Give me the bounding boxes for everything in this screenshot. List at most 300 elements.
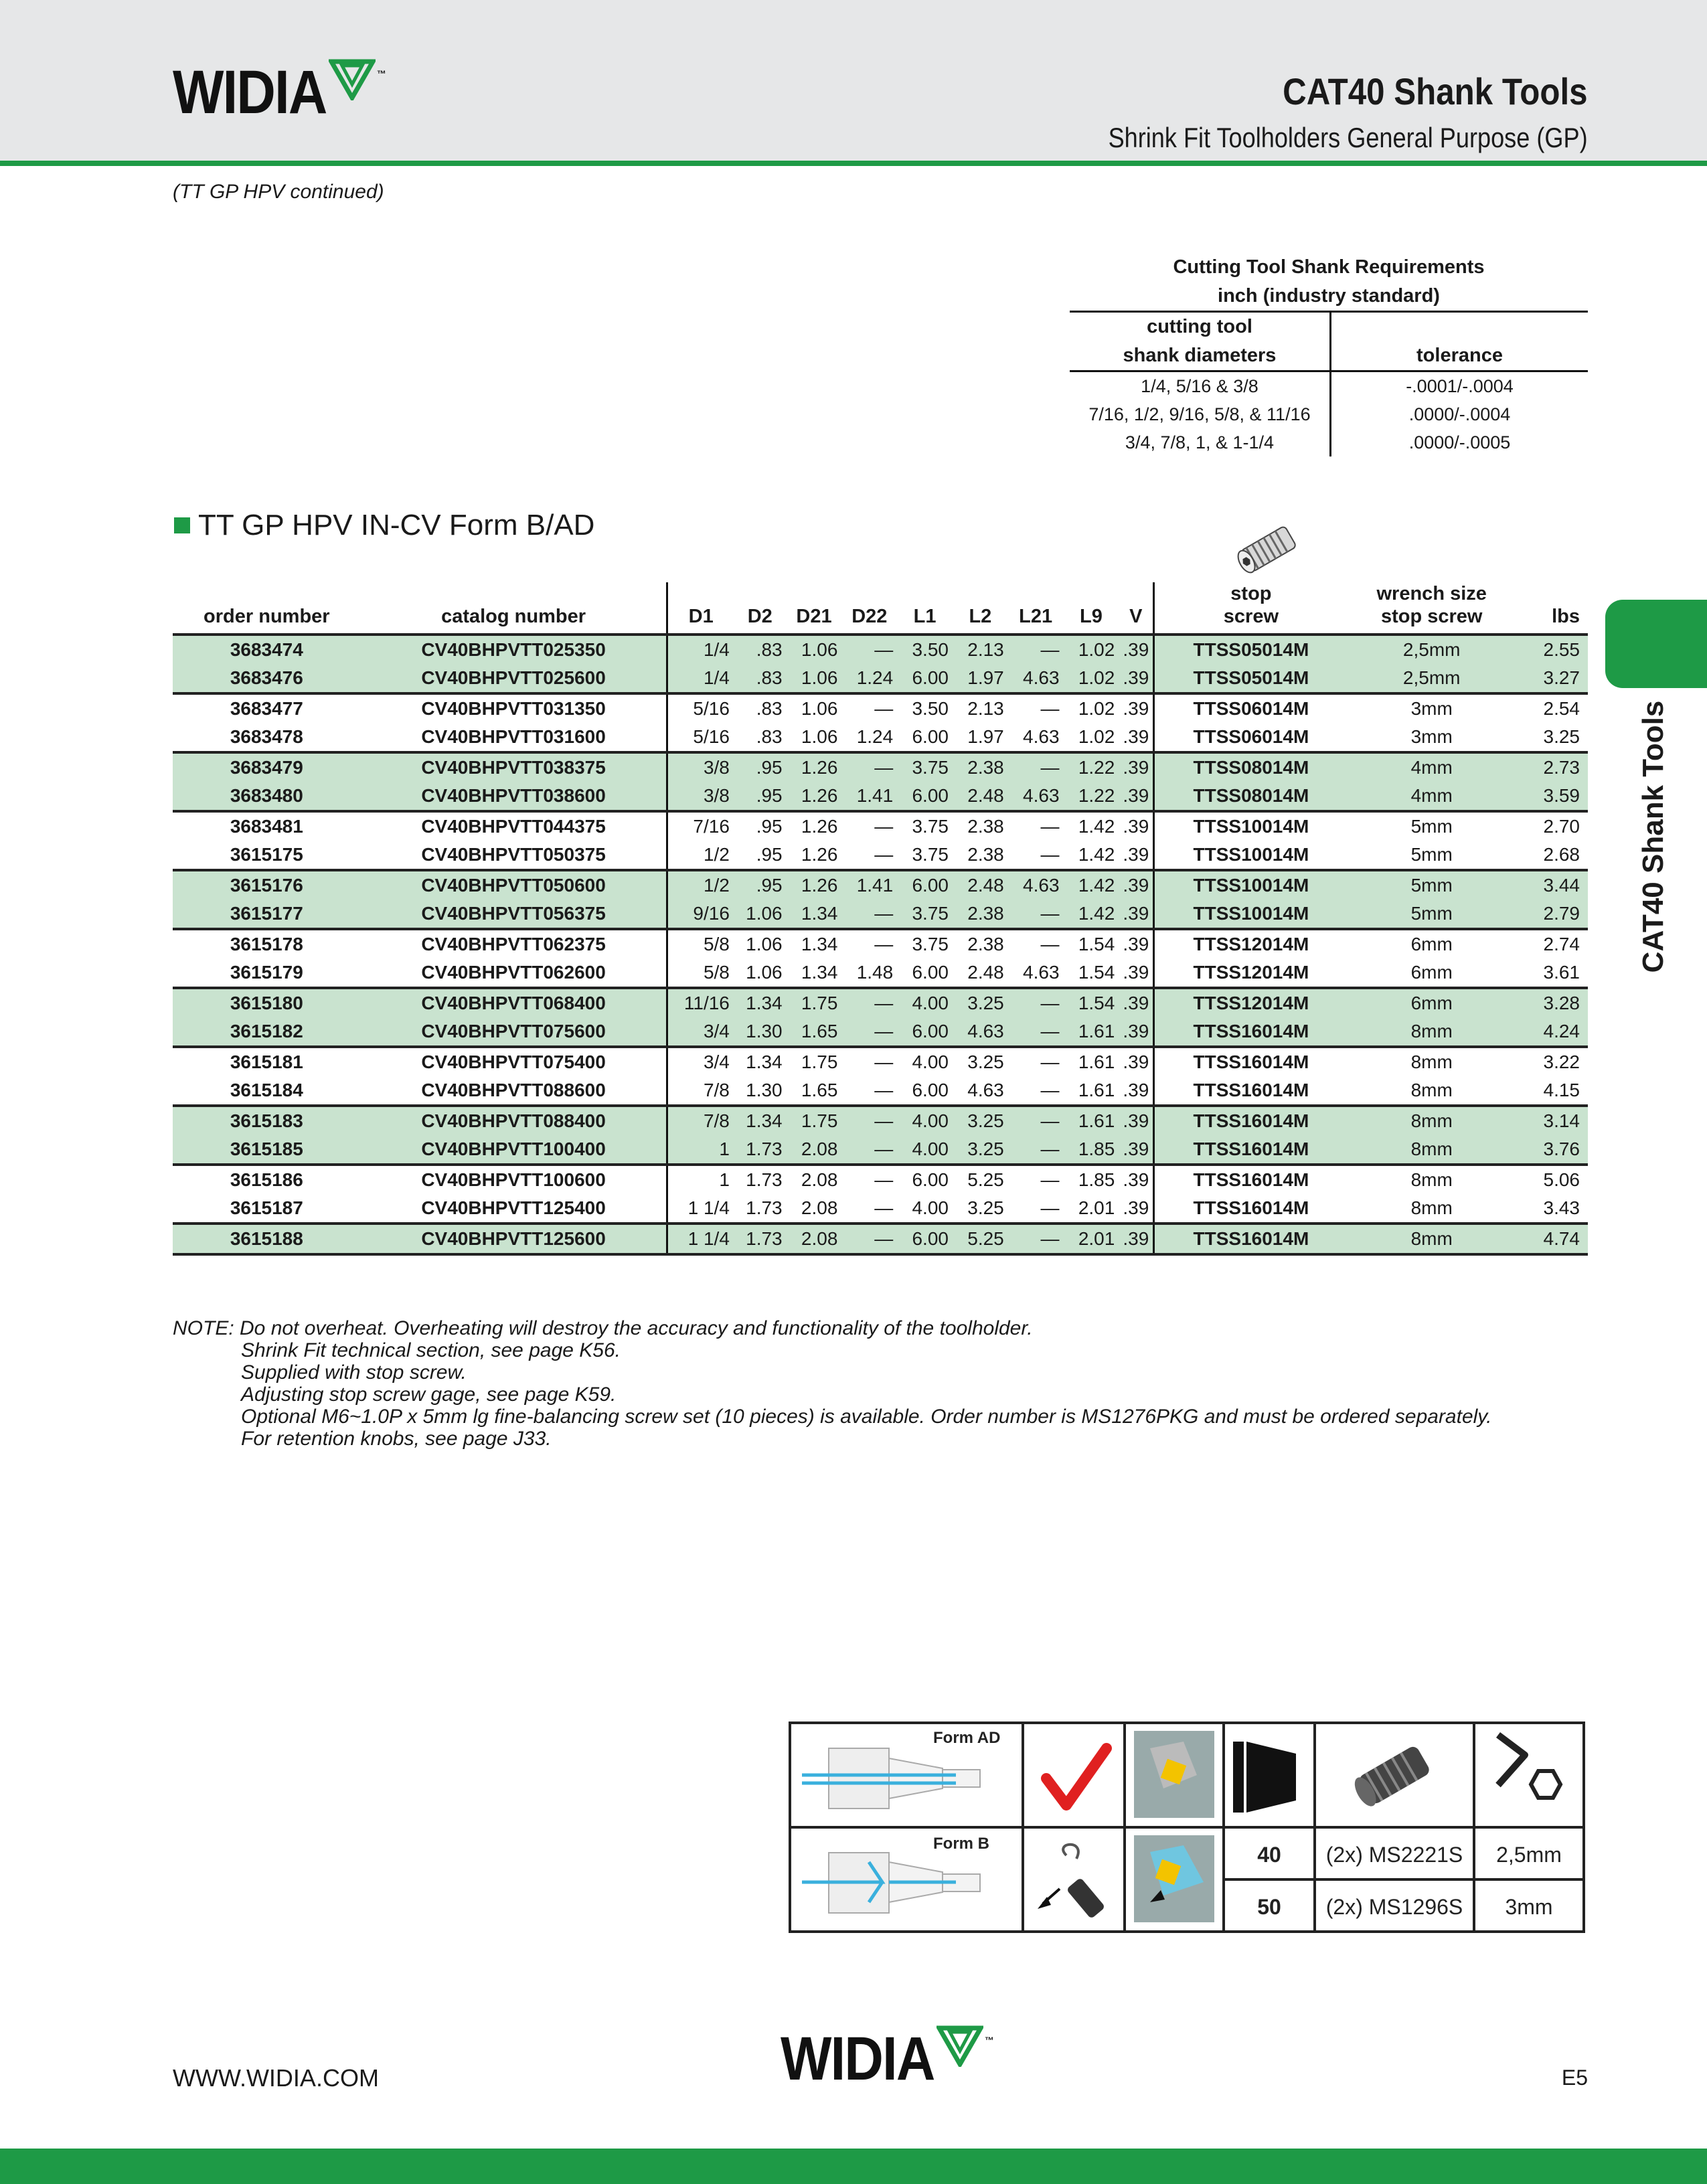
cell-l9: 1.61 [1064, 1017, 1119, 1047]
cell-d22: — [841, 1165, 897, 1194]
cell-stop-screw: TTSS16014M [1154, 1194, 1348, 1224]
cell-l21: 4.63 [1008, 870, 1064, 900]
cell-lbs: 5.06 [1516, 1165, 1588, 1194]
cell-order-number: 3615182 [173, 1017, 361, 1047]
cell-lbs: 3.44 [1516, 870, 1588, 900]
note-line: Adjusting stop screw gage, see page K59. [241, 1383, 617, 1406]
cell-wrench-size: 5mm [1348, 900, 1516, 929]
cell-l2: 2.38 [953, 752, 1008, 782]
taper-flange-icon [1233, 1742, 1244, 1813]
table-row [173, 1165, 1588, 1194]
size-40-label: 40 [1257, 1843, 1281, 1867]
cell-l2: 2.38 [953, 929, 1008, 958]
col-d1: D1 [667, 582, 734, 635]
cell-l2: 4.63 [967, 1080, 1004, 1100]
cell-l21: — [1008, 1135, 1064, 1165]
cell-catalog-number: CV40BHPVTT038600 [361, 782, 667, 811]
cell-l21: — [1008, 988, 1064, 1017]
cell-l1: 4.00 [912, 1197, 949, 1218]
wrench-50-label: 3mm [1505, 1895, 1553, 1919]
cell-wrench-size: 4mm [1348, 752, 1516, 782]
cell-d22: — [874, 844, 894, 865]
col-l21: L21 [1008, 582, 1064, 635]
col-wrench-line1: wrench size [1376, 583, 1487, 604]
cell-l9: 1.22 [1064, 752, 1119, 782]
cell-d21: 1.34 [787, 929, 842, 958]
shrink-section-icon [1134, 1731, 1214, 1818]
table-row [173, 811, 1588, 841]
footer-logo [781, 2025, 994, 2093]
col-catalog-number: catalog number [361, 582, 667, 635]
cell-l1: 6.00 [912, 962, 949, 983]
cell-d2: 1.73 [734, 1135, 787, 1165]
cell-lbs: 2.55 [1516, 635, 1588, 664]
cell-order-number: 3615184 [230, 1080, 303, 1100]
cell-d2: .95 [734, 870, 787, 900]
col-order-number: order number [173, 582, 361, 635]
cell-l2: 3.25 [967, 1197, 1004, 1218]
cell-catalog-number: CV40BHPVTT062375 [361, 929, 667, 958]
cell-lbs: 2.73 [1516, 752, 1588, 782]
cell-v: .39 [1119, 811, 1153, 841]
cell-d1: 3/4 [667, 1047, 734, 1076]
widia-logo [173, 58, 386, 127]
cell-lbs: 3.25 [1543, 726, 1580, 747]
cell-catalog-number: CV40BHPVTT031600 [421, 726, 606, 747]
cell-l21: — [1008, 900, 1064, 929]
cell-lbs: 3.61 [1543, 962, 1580, 983]
cell-v: .39 [1119, 752, 1153, 782]
cell-stop-screw: TTSS16014M [1154, 1224, 1348, 1254]
cell-order-number: 3683474 [173, 635, 361, 664]
cell-l2: 3.25 [953, 988, 1008, 1017]
col-d22: D22 [841, 582, 897, 635]
cell-d21: 1.06 [787, 635, 842, 664]
footer-url[interactable]: WWW.WIDIA.COM [173, 2064, 379, 2092]
cell-catalog-number: CV40BHPVTT050600 [361, 870, 667, 900]
cell-l21: — [1008, 693, 1064, 723]
cell-l21: — [1008, 752, 1064, 782]
cell-order-number: 3615181 [173, 1047, 361, 1076]
cell-lbs: 2.74 [1516, 929, 1588, 958]
cell-l2: 5.25 [953, 1165, 1008, 1194]
cell-stop-screw: TTSS12014M [1154, 929, 1348, 958]
cell-d1: 5/8 [667, 929, 734, 958]
cell-l9: 2.01 [1078, 1197, 1115, 1218]
cell-lbs: 3.59 [1516, 782, 1588, 811]
footer-triangle-icon [937, 2025, 983, 2067]
cell-order-number: 3615175 [230, 844, 303, 865]
cell-stop-screw: TTSS10014M [1154, 900, 1348, 929]
cell-l21: — [1008, 1165, 1064, 1194]
cell-d1: 7/8 [667, 1076, 734, 1106]
table-row [173, 1135, 1588, 1165]
cell-v: .39 [1119, 635, 1153, 664]
footer-band [0, 2149, 1707, 2184]
cell-l21: — [1008, 929, 1064, 958]
cell-order-number: 3615179 [230, 962, 303, 983]
table-row [173, 958, 1588, 988]
col-stop-line1: stop [1230, 583, 1272, 604]
cell-l1: 3.75 [897, 811, 953, 841]
cell-v: .39 [1119, 900, 1153, 929]
requirements-tolerance: .0000/-.0004 [1408, 404, 1511, 424]
cell-l21: — [1008, 635, 1064, 664]
cell-l1: 6.00 [897, 1224, 953, 1254]
cell-catalog-number: CV40BHPVTT056375 [361, 900, 667, 929]
cell-l9: 1.61 [1064, 1047, 1119, 1076]
cell-d2: 1.06 [734, 929, 787, 958]
cell-l9: 2.01 [1064, 1224, 1119, 1254]
cell-l1: 3.75 [897, 900, 953, 929]
cell-l9: 1.02 [1064, 664, 1119, 693]
cell-wrench-size: 2,5mm [1348, 664, 1516, 693]
cell-d21: 1.26 [787, 752, 842, 782]
shrink-section-b-icon [1134, 1835, 1214, 1922]
cell-lbs: 3.22 [1516, 1047, 1588, 1076]
cell-l9: 1.54 [1078, 962, 1115, 983]
cell-d2: 1.73 [734, 1224, 787, 1254]
cell-d21: 1.34 [801, 962, 838, 983]
col-stop-screw [1154, 582, 1348, 635]
cell-stop-screw: TTSS05014M [1154, 664, 1348, 693]
requirements-col-tolerance: tolerance [1331, 312, 1589, 371]
section-title [174, 509, 594, 542]
cell-l2: 2.38 [953, 811, 1008, 841]
cell-v: .39 [1123, 1080, 1149, 1100]
screw-40-label: (2x) MS2221S [1325, 1843, 1463, 1867]
cell-d1: 9/16 [667, 900, 734, 929]
cell-l9: 1.54 [1064, 929, 1119, 958]
cell-wrench-size: 5mm [1348, 811, 1516, 841]
cell-d21: 1.26 [787, 870, 842, 900]
cell-catalog-number: CV40BHPVTT125600 [361, 1224, 667, 1254]
cell-l21: — [1040, 844, 1060, 865]
cell-d2: .83 [734, 693, 787, 723]
cell-d21: 1.65 [801, 1080, 838, 1100]
shank-requirements-table [1070, 253, 1588, 456]
footer-logo-trademark: ™ [984, 2035, 994, 2045]
cell-d2: .95 [734, 811, 787, 841]
requirements-row [1070, 400, 1588, 428]
cell-stop-screw: TTSS10014M [1154, 870, 1348, 900]
cell-order-number: 3615176 [173, 870, 361, 900]
cell-l21: — [1008, 1017, 1064, 1047]
logo-wordmark: WIDIA [173, 58, 327, 127]
cell-l9: 1.22 [1064, 782, 1119, 811]
cell-v: .39 [1123, 962, 1149, 983]
table-row [173, 1047, 1588, 1076]
cell-l9: 1.02 [1078, 726, 1115, 747]
continued-note: (TT GP HPV continued) [173, 181, 384, 203]
note-line: For retention knobs, see page J33. [241, 1428, 552, 1450]
cell-d21: 1.06 [787, 693, 842, 723]
table-row [173, 988, 1588, 1017]
footer-logo-wordmark: WIDIA [781, 2025, 934, 2093]
cell-d22: — [841, 1106, 897, 1135]
cell-d2: .95 [756, 844, 783, 865]
cell-v: .39 [1123, 726, 1149, 747]
cell-d1: 3/8 [667, 752, 734, 782]
cell-d21: 1.65 [787, 1017, 842, 1047]
cell-d22: — [841, 900, 897, 929]
cell-order-number: 3683481 [173, 811, 361, 841]
cell-l1: 6.00 [897, 782, 953, 811]
requirements-title: Cutting Tool Shank Requirements [1173, 256, 1485, 278]
cell-v: .39 [1119, 664, 1153, 693]
cell-order-number: 3683477 [173, 693, 361, 723]
cell-l2: 3.25 [953, 1135, 1008, 1165]
cell-l1: 3.50 [897, 693, 953, 723]
cell-d1: 5/8 [667, 958, 734, 988]
cell-v: .39 [1123, 844, 1149, 865]
cell-l9: 1.02 [1064, 635, 1119, 664]
cell-wrench-size: 5mm [1410, 844, 1453, 865]
table-row [173, 929, 1588, 958]
col-diameters-line2: shank diameters [1123, 345, 1277, 366]
cell-stop-screw: TTSS16014M [1154, 1135, 1348, 1165]
cell-stop-screw: TTSS08014M [1154, 782, 1348, 811]
cell-d21: 1.26 [787, 811, 842, 841]
cell-d1: 5/16 [667, 693, 734, 723]
form-ad-label: Form AD [933, 1729, 1001, 1747]
col-l1: L1 [897, 582, 953, 635]
cell-order-number: 3615183 [173, 1106, 361, 1135]
cell-v: .39 [1123, 1197, 1149, 1218]
wrench-40-label: 2,5mm [1496, 1843, 1562, 1867]
col-d2: D2 [734, 582, 787, 635]
cell-l2: 2.38 [967, 844, 1004, 865]
cell-wrench-size: 8mm [1348, 1106, 1516, 1135]
cell-wrench-size: 8mm [1410, 1080, 1453, 1100]
table-row [173, 1194, 1588, 1224]
cell-v: .39 [1119, 1106, 1153, 1135]
cell-order-number: 3683479 [173, 752, 361, 782]
table-row [173, 870, 1588, 900]
requirements-row [1070, 371, 1588, 401]
section-title-text: TT GP HPV IN-CV Form B/AD [198, 509, 595, 541]
cell-l9: 1.42 [1064, 900, 1119, 929]
cell-l1: 3.75 [912, 844, 949, 865]
cell-d22: 1.24 [841, 664, 897, 693]
cell-d21: 1.26 [787, 782, 842, 811]
cell-order-number: 3683478 [230, 726, 303, 747]
cell-l9: 1.61 [1078, 1080, 1115, 1100]
cell-d22: — [841, 752, 897, 782]
cell-d22: — [841, 1135, 897, 1165]
cell-wrench-size: 8mm [1348, 1047, 1516, 1076]
cell-catalog-number: CV40BHPVTT062600 [421, 962, 606, 983]
cell-d21: 2.08 [787, 1224, 842, 1254]
cell-order-number: 3615177 [173, 900, 361, 929]
cell-d21: 2.08 [787, 1165, 842, 1194]
cell-l2: 2.13 [953, 635, 1008, 664]
cell-d21: 1.06 [801, 726, 838, 747]
cell-d21: 1.26 [801, 844, 838, 865]
cell-d1: 1/2 [667, 841, 734, 870]
cell-wrench-size: 6mm [1410, 962, 1453, 983]
cell-l21: — [1008, 1224, 1064, 1254]
requirements-diameter: 1/4, 5/16 & 3/8 [1070, 371, 1331, 401]
cell-v: .39 [1119, 988, 1153, 1017]
requirements-diameter: 7/16, 1/2, 9/16, 5/8, & 11/16 [1070, 400, 1331, 428]
cell-stop-screw: TTSS12014M [1154, 958, 1348, 988]
cell-wrench-size: 8mm [1348, 1135, 1516, 1165]
cell-d2: .83 [734, 635, 787, 664]
requirements-row [1070, 428, 1588, 456]
cell-lbs: 2.70 [1516, 811, 1588, 841]
cell-d2: 1.30 [734, 1017, 787, 1047]
cell-d2: .83 [756, 726, 783, 747]
cell-catalog-number: CV40BHPVTT125400 [421, 1197, 606, 1218]
note-line: Optional M6~1.0P x 5mm lg fine-balancing screw set (10 pieces) is available. Order number is MS1276PKG and must be ordered separately. [241, 1406, 1492, 1428]
table-row [173, 782, 1588, 811]
cell-wrench-size: 8mm [1348, 1017, 1516, 1047]
cell-stop-screw: TTSS16014M [1154, 1106, 1348, 1135]
cell-wrench-size: 8mm [1348, 1165, 1516, 1194]
cell-d1: 1/4 [667, 664, 734, 693]
cell-lbs: 3.76 [1516, 1135, 1588, 1165]
cell-d1: 1 1/4 [667, 1194, 734, 1224]
cell-v: .39 [1119, 870, 1153, 900]
cell-l9: 1.85 [1064, 1135, 1119, 1165]
cell-d22: 1.41 [841, 870, 897, 900]
cell-l2: 2.38 [953, 900, 1008, 929]
cell-catalog-number: CV40BHPVTT044375 [361, 811, 667, 841]
cell-d22: — [841, 693, 897, 723]
cell-l1: 6.00 [897, 664, 953, 693]
cell-d22: — [841, 988, 897, 1017]
col-d21: D21 [787, 582, 842, 635]
col-wrench-size [1348, 582, 1516, 635]
cell-l1: 3.50 [897, 635, 953, 664]
cell-d21: 1.06 [787, 664, 842, 693]
cell-stop-screw: TTSS10014M [1154, 841, 1348, 870]
cell-l2: 5.25 [953, 1224, 1008, 1254]
cell-d2: 1.34 [734, 1047, 787, 1076]
size-50-label: 50 [1257, 1895, 1281, 1919]
cell-lbs: 2.68 [1543, 844, 1580, 865]
cell-d22: — [841, 1017, 897, 1047]
page-subtitle: Shrink Fit Toolholders General Purpose (GP) [1108, 122, 1588, 153]
cell-l2: 2.48 [953, 782, 1008, 811]
cell-order-number: 3615186 [173, 1165, 361, 1194]
cell-stop-screw: TTSS06014M [1154, 723, 1348, 752]
cell-d1: 3/4 [667, 1017, 734, 1047]
cell-d2: 1.06 [746, 962, 783, 983]
cell-wrench-size: 6mm [1348, 988, 1516, 1017]
cell-wrench-size: 8mm [1410, 1197, 1453, 1218]
table-row [173, 900, 1588, 929]
cell-lbs: 3.43 [1543, 1197, 1580, 1218]
cell-stop-screw: TTSS16014M [1154, 1165, 1348, 1194]
cell-d2: .95 [734, 752, 787, 782]
cell-catalog-number: CV40BHPVTT038375 [361, 752, 667, 782]
cell-d2: 1.30 [746, 1080, 783, 1100]
cell-d1: 1 [667, 1165, 734, 1194]
cell-l2: 3.25 [953, 1106, 1008, 1135]
cell-d2: .83 [734, 664, 787, 693]
cell-lbs: 3.28 [1516, 988, 1588, 1017]
cell-v: .39 [1119, 929, 1153, 958]
taper-icon [1246, 1742, 1296, 1813]
table-row [173, 752, 1588, 782]
cell-d1: 1 1/4 [667, 1224, 734, 1254]
cell-stop-screw: TTSS12014M [1154, 988, 1348, 1017]
cell-l2: 1.97 [967, 726, 1004, 747]
cell-d1: 1 [667, 1135, 734, 1165]
cell-d21: 1.34 [787, 900, 842, 929]
cell-catalog-number: CV40BHPVTT100400 [361, 1135, 667, 1165]
note-line: NOTE: Do not overheat. Overheating will destroy the accuracy and functionality of the toolholder. [173, 1317, 1033, 1339]
cell-l21: — [1040, 1080, 1060, 1100]
cell-l1: 6.00 [912, 1080, 949, 1100]
cell-lbs: 3.14 [1516, 1106, 1588, 1135]
table-row [173, 635, 1588, 664]
cell-catalog-number: CV40BHPVTT075400 [361, 1047, 667, 1076]
cell-l1: 4.00 [897, 988, 953, 1017]
cell-l1: 3.75 [897, 929, 953, 958]
cell-wrench-size: 3mm [1348, 693, 1516, 723]
section-bullet-icon [174, 517, 190, 533]
cell-catalog-number: CV40BHPVTT050375 [421, 844, 606, 865]
cell-d22: — [841, 635, 897, 664]
col-v: V [1119, 582, 1153, 635]
cell-order-number: 3615188 [173, 1224, 361, 1254]
cell-v: .39 [1119, 782, 1153, 811]
cell-d2: 1.06 [734, 900, 787, 929]
stop-screw-icon [1228, 515, 1309, 582]
cell-l1: 4.00 [897, 1047, 953, 1076]
cell-d1: 7/8 [667, 1106, 734, 1135]
cell-d22: — [874, 1080, 894, 1100]
cell-catalog-number: CV40BHPVTT088400 [361, 1106, 667, 1135]
cell-l1: 4.00 [897, 1106, 953, 1135]
cell-order-number: 3615187 [230, 1197, 303, 1218]
cell-l1: 6.00 [897, 1017, 953, 1047]
cell-l1: 3.75 [897, 752, 953, 782]
cell-l2: 4.63 [953, 1017, 1008, 1047]
cell-l21: 4.63 [1008, 782, 1064, 811]
cell-lbs: 2.54 [1516, 693, 1588, 723]
cell-d2: .95 [734, 782, 787, 811]
cell-l2: 2.13 [953, 693, 1008, 723]
cell-lbs: 4.74 [1516, 1224, 1588, 1254]
note-line: Supplied with stop screw. [241, 1361, 467, 1383]
cell-wrench-size: 5mm [1348, 870, 1516, 900]
cell-d1: 3/8 [667, 782, 734, 811]
cell-l21: — [1008, 1047, 1064, 1076]
cell-stop-screw: TTSS10014M [1154, 811, 1348, 841]
cell-l21: — [1008, 811, 1064, 841]
widia-triangle-icon [329, 59, 376, 100]
cell-l1: 4.00 [897, 1135, 953, 1165]
cell-l21: — [1040, 1197, 1060, 1218]
cell-l2: 2.48 [953, 870, 1008, 900]
cell-d22: — [841, 1224, 897, 1254]
cell-lbs: 4.24 [1516, 1017, 1588, 1047]
requirements-diameter: 3/4, 7/8, 1, & 1-1/4 [1070, 428, 1331, 456]
cell-stop-screw: TTSS05014M [1154, 635, 1348, 664]
requirements-tolerance: .0000/-.0005 [1408, 432, 1511, 452]
cell-order-number: 3683476 [173, 664, 361, 693]
cell-stop-screw: TTSS08014M [1154, 752, 1348, 782]
icon-grid [789, 1721, 1585, 1934]
page-title: CAT40 Shank Tools [1283, 70, 1588, 112]
cell-catalog-number: CV40BHPVTT100600 [361, 1165, 667, 1194]
cell-d1: 7/16 [667, 811, 734, 841]
cell-lbs: 2.79 [1516, 900, 1588, 929]
